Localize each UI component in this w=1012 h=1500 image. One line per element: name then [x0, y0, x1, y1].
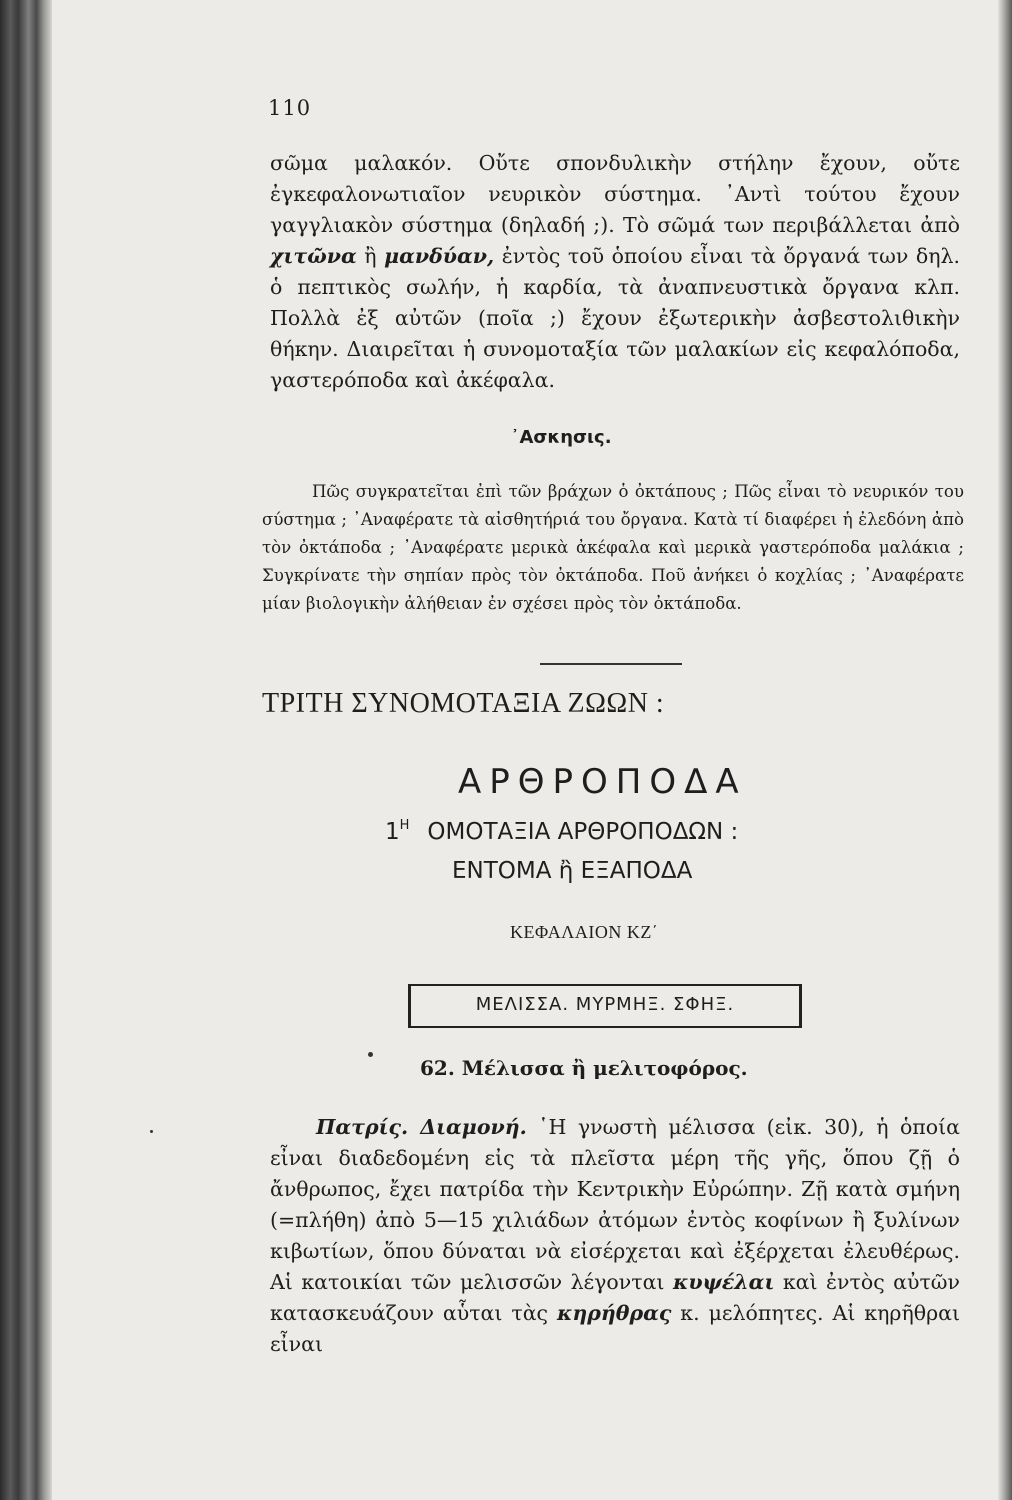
- page-number: 110: [268, 96, 312, 120]
- class-number: 1: [385, 819, 400, 845]
- paragraph2-lead-term: Πατρίς. Διαμονή.: [316, 1115, 527, 1139]
- paragraph1-text-a: σῶμα μαλακόν. Οὔτε σπονδυλικὴν στήλην ἔχουν, οὔτε ἐγκεφαλονωτιαῖον νευρικὸν σύστημα. ᾿Αντὶ τούτου ἔχουν γαγγλιακὸν σύστημα (δηλαδή ;). Τὸ σῶμά των περιβάλλεται ἀπὸ: [270, 151, 960, 237]
- phylum-heading: ΑΡΘΡΟΠΟΔΑ: [458, 762, 747, 802]
- class-heading-text: ΟΜΟΤΑΞΙΑ ΑΡΘΡΟΠΟΔΩΝ :: [427, 819, 739, 845]
- exercise-heading: ᾿Ασκησις.: [510, 427, 612, 448]
- exercise-questions: [262, 478, 964, 618]
- paragraph2-text-b: καὶ ἐντὸς αὐτῶν κατασκευάζουν αὗται τὰς: [270, 1270, 960, 1325]
- exercise-text: Πῶς συγκρατεῖται ἐπὶ τῶν βράχων ὁ ὀκτάπους ; Πῶς εἶναι τὸ νευρικόν του σύστημα ; ᾿Αναφέρατε τὰ αἰσθητήριά του ὄργανα. Κατὰ τί διαφέρει ἡ ἐλεδόνη ἀπὸ τὸν ὀκτάποδα ; ᾿Αναφέρατε μερικὰ ἀκέφαλα καὶ μερικὰ γαστερόποδα μαλάκια ; Συγκρίνατε τὴν σηπίαν πρὸς τὸν ὀκτάποδα. Ποῦ ἀνήκει ὁ κοχλίας ; ᾿Αναφέρατε μίαν βιολογικὴν ἀλήθειαν ἐν σχέσει πρὸς τὸν ὀκτάποδα.: [262, 482, 964, 613]
- paragraph1-text-b: ἢ: [356, 244, 385, 268]
- chapter-heading: ΚΕΦΑΛΑΙΟΝ ΚΖ΄: [510, 922, 659, 942]
- paragraph2-text-a: ῾Η γνωστὴ μέλισσα (εἰκ. 30), ἡ ὁποία εἶναι διαδεδομένη εἰς τὰ πλεῖστα μέρη τῆς γῆς, ὅπου ζῇ ὁ ἄνθρωπος, ἔχει πατρίδα τὴν Κεντρικὴν Εὐρώπην. Ζῇ κατὰ σμήνη (=πλήθη) ἀπὸ 5—15 χιλιάδων ἀτόμων ἐντὸς κοφίνων ἢ ξυλίνων κιβωτίων, ὅπου δύναται νὰ εἰσέρχεται καὶ ἐξέρχεται ἐλευθέρως. Αἱ κατοικίαι τῶν μελισσῶν λέγονται: [270, 1115, 961, 1294]
- paragraph1-text-c: ἐντὸς τοῦ ὁποίου εἶναι τὰ ὄργανά των δηλ. ὁ πεπτικὸς σωλήν, ἡ καρδία, τὰ ἀναπνευστικὰ ὄργανα κλπ. Πολλὰ ἐξ αὐτῶν (ποῖα ;) ἔχουν ἐξωτερικὴν ἀσβεστολιθικὴν θήκην. Διαιρεῖται ἡ συνομοταξία τῶν μαλακίων εἰς κεφαλόποδα, γαστερόποδα καὶ ἀκέφαλα.: [270, 244, 960, 392]
- paragraph1-term-mantle: μανδύαν,: [384, 244, 495, 268]
- subsection-title: 62. Μέλισσα ἢ μελιτοφόρος.: [420, 1056, 748, 1080]
- boxed-heading-text: ΜΕΛΙΣΣΑ. ΜΥΡΜΗΞ. ΣΦΗΞ.: [475, 994, 735, 1015]
- book-binding-edge: [0, 0, 52, 1500]
- print-speck: [150, 1130, 153, 1133]
- section-divider: [540, 663, 682, 665]
- paragraph-bee-habitat: [270, 1112, 960, 1360]
- boxed-heading-frame: [408, 984, 802, 1028]
- page-right-edge: [998, 0, 1012, 1500]
- section-title: ΤΡΙΤΗ ΣΥΝΟΜΟΤΑΞΙΑ ΖΩΩΝ :: [262, 688, 665, 719]
- paragraph1-term-chiton: χιτῶνα: [270, 244, 357, 268]
- paragraph2-term-combs: κηρήθρας: [556, 1301, 672, 1325]
- class-heading-line2: ΕΝΤΟΜΑ ἢ ΕΞΑΠΟΔΑ: [452, 858, 693, 884]
- class-number-superscript: Η: [399, 818, 410, 833]
- paragraph2-text-c: κ. μελόπητες. Αἱ κηρῆθραι εἶναι: [270, 1301, 960, 1356]
- class-heading-line1: [385, 818, 1012, 845]
- print-speck: [368, 1052, 373, 1057]
- paragraph-mollusca-body: [270, 148, 960, 396]
- paragraph2-term-hives: κυψέλαι: [672, 1270, 775, 1294]
